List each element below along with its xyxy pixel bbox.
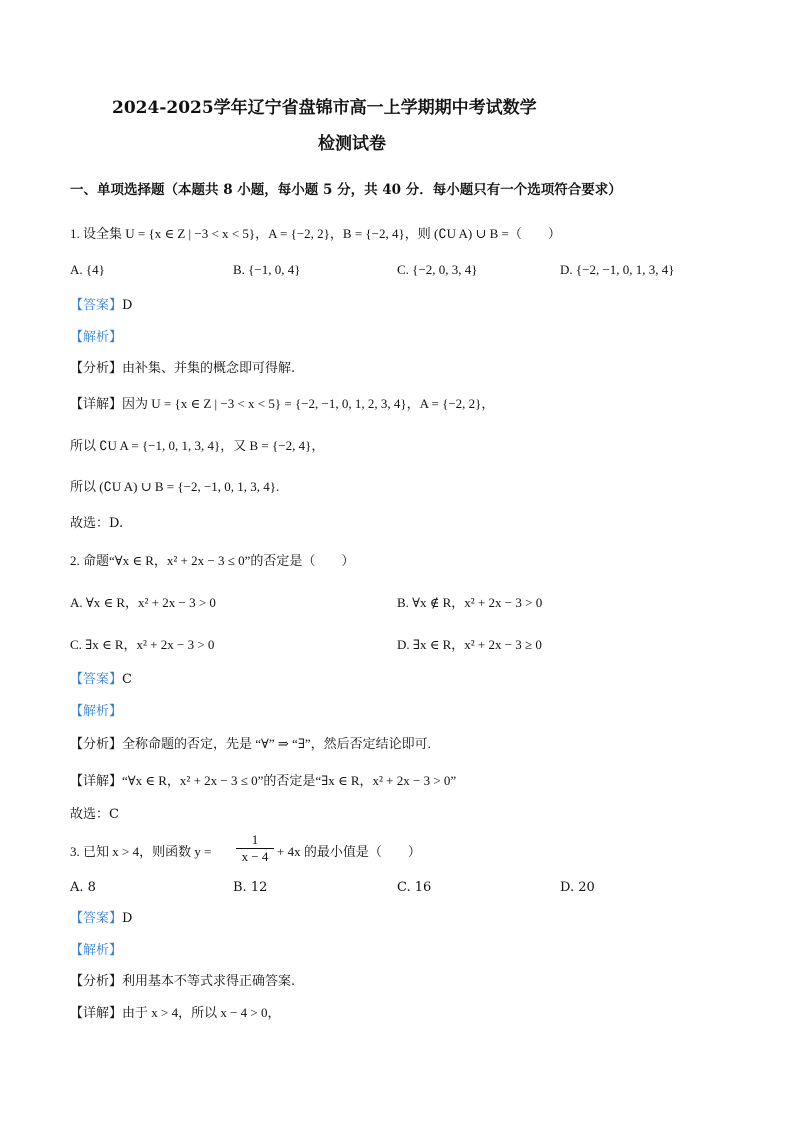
q1-detail-line [70,395,494,413]
q1-step1: 因为 U = {x ∈ Z | −3 < x < 5} = {−2, −1, 0, 1, 2, 3, 4}，A = {−2, 2}， [122,396,495,411]
q3-stem-post: + 4x 的最小值是（ ） [277,844,421,859]
q2-answer-line [70,671,132,689]
q3-option-a: A. 8 [70,880,96,895]
q1-step2: 所以 ∁U A = {−1, 0, 1, 3, 4}，又 B = {−2, 4}， [70,438,325,453]
q1-fenxi-line [70,360,295,378]
q2-option-b: B. ∀x ∉ R，x² + 2x − 3 > 0 [397,595,543,610]
q1-xiangjie-tag: 【详解】 [70,396,123,411]
q1-analysis-tag: 【解析】 [70,330,123,345]
q1-answer: D [122,298,133,313]
section-heading: 一、单项选择题（本题共 8 小题，每小题 5 分，共 40 分．每小题只有一个选项符合要求） [70,182,622,198]
q2-fenxi-line [70,735,431,753]
doc-title-line2: 检测试卷 [318,134,386,154]
q3-xiangjie-tag: 【详解】 [70,1005,123,1020]
q1-conclusion: 故选：D. [70,516,124,531]
q3-option-c: C. 16 [397,880,432,895]
q3-step1: 由于 x > 4，所以 x − 4 > 0， [122,1005,281,1020]
q2-detail-line [70,772,456,790]
q2-fenxi: 全称命题的否定，先是 “∀” ⇒ “∃”，然后否定结论即可. [122,736,431,751]
q1-option-d: D. {−2, −1, 0, 1, 3, 4} [560,262,675,277]
q2-step1: “∀x ∈ R，x² + 2x − 3 ≤ 0”的否定是“∃x ∈ R，x² + 2x − 3 > 0” [122,773,457,788]
q2-answer-tag: 【答案】 [70,672,123,687]
q2-stem: 2. 命题“∀x ∈ R，x² + 2x − 3 ≤ 0”的否定是（ ） [70,553,355,568]
doc-title-line1: 2024-2025学年辽宁省盘锦市高一上学期期中考试数学 [112,98,537,118]
q3-stem-pre: 3. 已知 x > 4，则函数 y = [70,844,212,859]
q1-option-c: C. {−2, 0, 3, 4} [397,262,478,277]
q3-fenxi-line [70,973,295,991]
q1-stem: 1. 设全集 U = {x ∈ Z | −3 < x < 5}，A = {−2, 2}，B = {−2, 4}，则 (∁U A) ∪ B =（ ） [70,226,561,241]
q1-answer-tag: 【答案】 [70,298,123,313]
q3-fraction [236,833,274,864]
q3-option-b: B. 12 [233,880,268,895]
q3-frac-num: 1 [251,832,259,847]
q2-answer: C [122,672,132,687]
q1-answer-line [70,297,132,315]
q1-step3: 所以 (∁U A) ∪ B = {−2, −1, 0, 1, 3, 4}. [70,479,280,494]
q3-option-d: D. 20 [560,880,595,895]
q2-option-c: C. ∃x ∈ R，x² + 2x − 3 > 0 [70,637,215,652]
q2-xiangjie-tag: 【详解】 [70,773,123,788]
q3-fenxi: 利用基本不等式求得正确答案. [122,974,296,989]
q1-option-b: B. {−1, 0, 4} [233,262,301,277]
q1-option-a: A. {4} [70,262,105,277]
q2-option-a: A. ∀x ∈ R，x² + 2x − 3 > 0 [70,595,216,610]
q3-frac-den: x − 4 [241,849,269,864]
q1-fenxi-tag: 【分析】 [70,361,123,376]
q3-detail-line [70,1004,281,1022]
q3-fenxi-tag: 【分析】 [70,974,123,989]
q2-fenxi-tag: 【分析】 [70,736,123,751]
q2-analysis-tag: 【解析】 [70,704,123,719]
q3-analysis-tag: 【解析】 [70,943,123,958]
q3-answer-tag: 【答案】 [70,911,123,926]
q3-answer: D [122,911,133,926]
q1-fenxi: 由补集、并集的概念即可得解. [122,361,296,376]
q2-option-d: D. ∃x ∈ R，x² + 2x − 3 ≥ 0 [397,637,542,652]
q3-answer-line [70,910,132,928]
q2-conclusion: 故选：C [70,807,119,822]
